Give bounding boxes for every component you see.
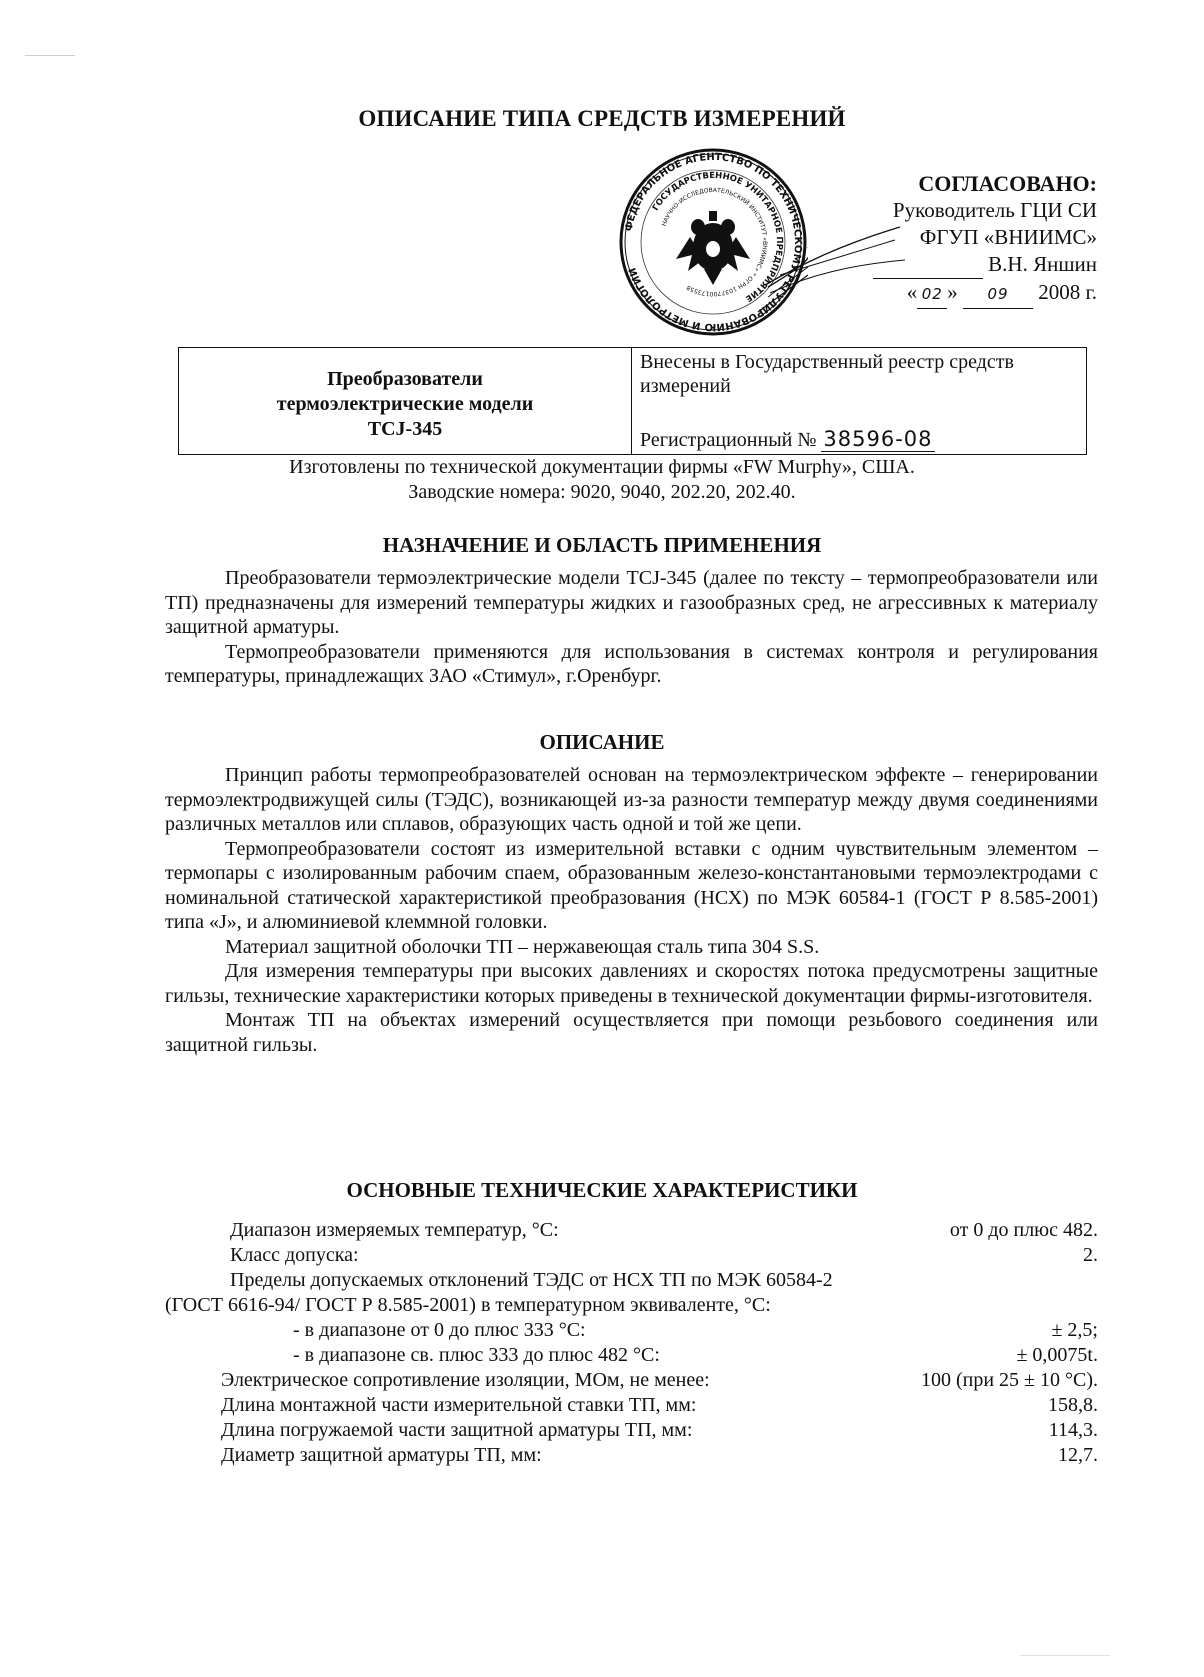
specs-list (165, 1218, 1098, 1488)
registration-label: Регистрационный № (640, 429, 817, 451)
section-heading-purpose: НАЗНАЧЕНИЕ И ОБЛАСТЬ ПРИМЕНЕНИЯ (382, 533, 822, 557)
spec-label: Диаметр защитной арматуры ТП, мм: (221, 1444, 542, 1466)
purpose-text (165, 566, 1098, 689)
spec-value: 2. (1083, 1244, 1098, 1266)
spec-label: (ГОСТ 6616-94/ ГОСТ Р 8.585-2001) в температурном эквиваленте, °С: (165, 1294, 771, 1316)
registration-line (640, 427, 935, 452)
section-heading-description: ОПИСАНИЕ (539, 730, 665, 754)
spec-value: 114,3. (1048, 1419, 1098, 1441)
spec-value: ± 2,5; (1051, 1319, 1098, 1341)
description-paragraph-4: Для измерения температуры при высоких давлениях и скоростях потока предусмотрены защитные гильзы, технические характеристики которых приведены в технической документации фирмы-изготовителя. (165, 960, 1098, 1007)
description-paragraph-5: Монтаж ТП на объектах измерений осуществляется при помощи резьбового соединения или защитной гильзы. (165, 1009, 1098, 1056)
svg-text:ФЕДЕРАЛЬНОЕ АГЕНТСТВО ПО ТЕХНИ: ФЕДЕРАЛЬНОЕ АГЕНТСТВО ПО ТЕХНИЧЕСКОМУ РЕГУЛИРОВАНИЮ И МЕТРОЛОГИИ (623, 151, 804, 333)
manufacturer-line: Изготовлены по технической документации фирмы «FW Murphy», США. (289, 456, 915, 478)
date-year: 2008 г. (1038, 280, 1097, 304)
scan-artifact-top (25, 55, 75, 56)
registry-line2: измерений (640, 375, 731, 397)
registration-number: 38596-08 (823, 427, 933, 451)
spec-value: ± 0,0075t. (1016, 1344, 1098, 1366)
date-day: 02 (917, 281, 947, 309)
document-title: ОПИСАНИЕ ТИПА СРЕДСТВ ИЗМЕРЕНИЙ (358, 106, 846, 131)
description-paragraph-2: Термопреобразователи состоят из измерительной вставки с одним чувствительным элементом – термопары с изолированным рабочим спаем, образованным железо-константановыми термоэлектродами с номинальной статической характеристикой преобразования (НСХ) по МЭК 60584-1 (ГОСТ Р 8.585-2001) типа «J», и алюминиевой клеммной головки. (165, 837, 1098, 933)
spec-value: 158,8. (1048, 1394, 1098, 1416)
purpose-paragraph-1: Преобразователи термоэлектрические модели TCJ-345 (далее по тексту – термопреобразователи или ТП) предназначены для измерений температуры жидких и газообразных сред, не агрессивных к материалу защитной арматуры. (165, 567, 1098, 638)
purpose-paragraph-2: Термопреобразователи применяются для использования в системах контроля и регулирования температуры, принадлежащих ЗАО «Стимул», г.Оренбург. (165, 640, 1098, 687)
section-heading-specs: ОСНОВНЫЕ ТЕХНИЧЕСКИЕ ХАРАКТЕРИСТИКИ (346, 1178, 858, 1202)
approval-block (873, 170, 1097, 309)
spec-label: Диапазон измеряемых температур, °С: (230, 1219, 559, 1241)
description-paragraph-1: Принцип работы термопреобразователей основан на термоэлектрическом эффекте – генерировании термоэлектродвижущей силы (ТЭДС), возникающей из-за разности температур между двумя соединениями различных металлов или сплавов, образующих часть одной и той же цепи. (165, 764, 1098, 835)
approval-signatory-line (873, 251, 1097, 279)
spec-label: - в диапазоне от 0 до плюс 333 °С: (293, 1319, 586, 1341)
spec-value: от 0 до плюс 482. (949, 1219, 1098, 1241)
scan-artifact-bottom (1020, 1655, 1110, 1656)
date-quote-open: « (906, 280, 918, 304)
spec-label: Электрическое сопротивление изоляции, МОм, не менее: (221, 1369, 710, 1391)
header-box (178, 347, 1087, 455)
svg-text:НАУЧНО-ИССЛЕДОВАТЕЛЬСКИЙ ИНСТИ: НАУЧНО-ИССЛЕДОВАТЕЛЬСКИЙ ИНСТИТУТ «ВНИИМС» * ОГРН 1037700173558 (660, 186, 769, 298)
product-name-cell (179, 348, 632, 454)
svg-text:ГОСУДАРСТВЕННОЕ УНИТАРНОЕ ПРЕД: ГОСУДАРСТВЕННОЕ УНИТАРНОЕ ПРЕДПРИЯТИЕ (650, 170, 785, 304)
product-name-line1: Преобразователи (327, 367, 483, 390)
description-text (165, 763, 1098, 1057)
spec-label: Пределы допускаемых отклонений ТЭДС от НСХ ТП по МЭК 60584-2 (230, 1269, 833, 1291)
date-month: 09 (963, 281, 1033, 309)
approval-organization: ФГУП «ВНИИМС» (919, 225, 1097, 249)
product-name-line2: термоэлектрические модели (276, 392, 534, 415)
spec-label: Класс допуска: (230, 1244, 359, 1266)
description-paragraph-3: Материал защитной оболочки ТП – нержавеющая сталь типа 304 S.S. (225, 935, 820, 958)
spec-value: 12,7. (1058, 1444, 1098, 1466)
approval-position: Руководитель ГЦИ СИ (892, 198, 1097, 222)
spec-label: - в диапазоне св. плюс 333 до плюс 482 °С: (293, 1344, 660, 1366)
registry-cell (632, 348, 1086, 454)
spec-label: Длина погружаемой части защитной арматуры ТП, мм: (221, 1419, 693, 1441)
product-model: TCJ-345 (367, 417, 443, 440)
serial-numbers-line: Заводские номера: 9020, 9040, 202.20, 202.40. (408, 481, 796, 503)
approval-signatory: В.Н. Яншин (988, 252, 1097, 276)
date-quote-close: » (947, 280, 958, 304)
approval-heading: СОГЛАСОВАНО: (918, 171, 1097, 196)
registry-line1: Внесены в Государственный реестр средств (640, 351, 1014, 373)
spec-label: Длина монтажной части измерительной ставки ТП, мм: (221, 1394, 697, 1416)
spec-value: 100 (при 25 ± 10 °С). (920, 1369, 1098, 1391)
approval-date (873, 279, 1097, 309)
